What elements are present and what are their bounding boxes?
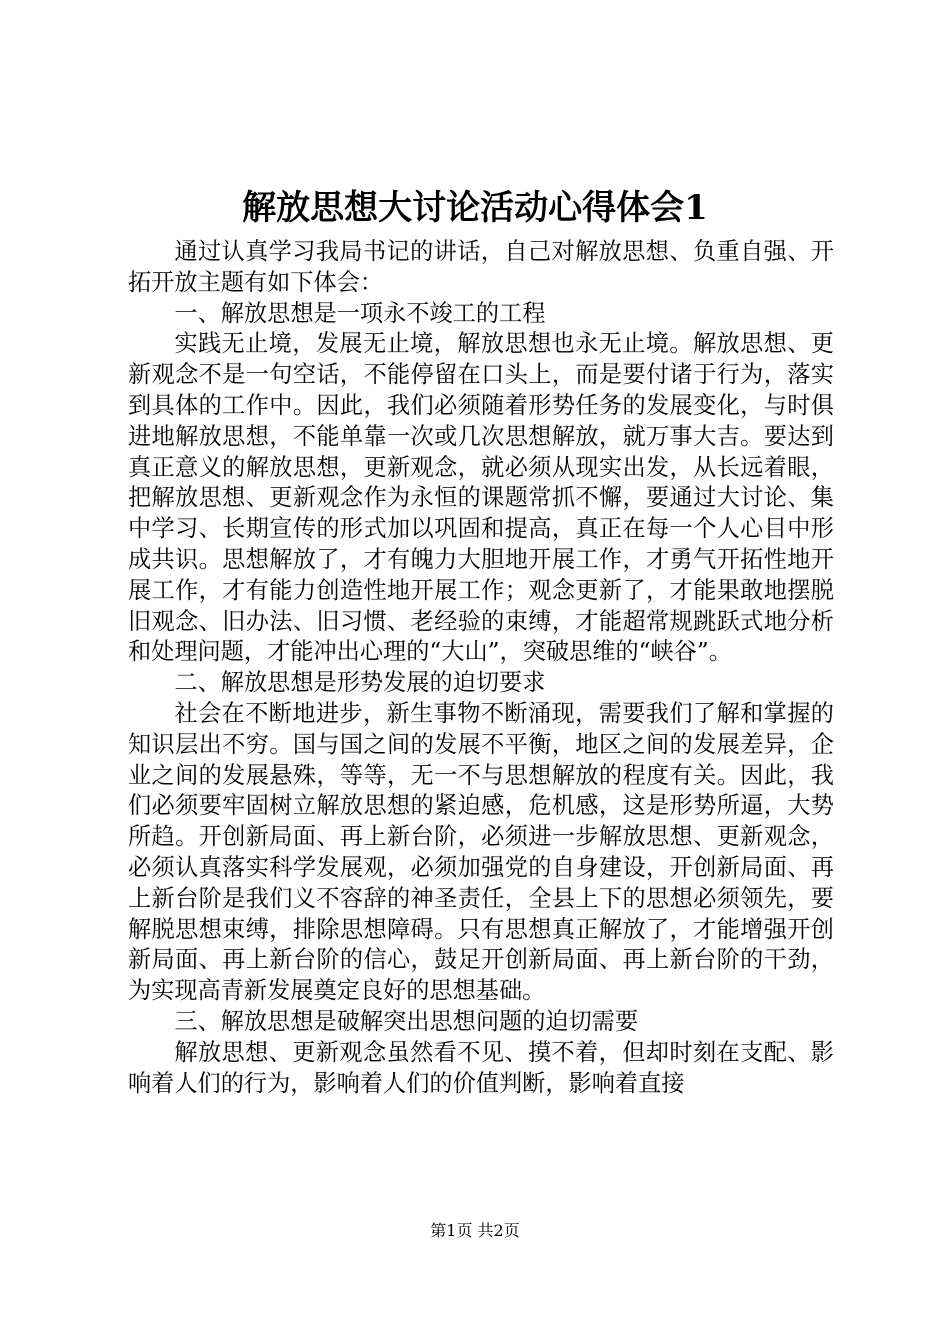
document-title: 解放思想大讨论活动心得体会1 [242,188,708,228]
paragraph-section-3: 解放思想、更新观念虽然看不见、摸不着，但却时刻在支配、影响着人们的行为，影响着人们的价值判断，影响着直接 [128,1038,834,1097]
section-heading-2: 二、解放思想是形势发展的迫切要求 [174,669,546,697]
section-heading-1: 一、解放思想是一项永不竣工的工程 [174,299,546,327]
paragraph-intro: 通过认真学习我局书记的讲话，自己对解放思想、负重自强、开拓开放主题有如下体会： [128,238,834,296]
paragraph-section-1: 实践无止境，发展无止境，解放思想也永无止境。解放思想、更新观念不是一句空话，不能停留在口头上，而是要付诸于行为，落实到具体的工作中。因此，我们必须随着形势任务的发展变化，与时俱进地解放思想，不能单靠一次或几次思想解放，就万事大吉。要达到真正意义的解放思想，更新观念，就必须从现实出发，从长远着眼，把解放思想、更新观念作为永恒的课题常抓不懈，要通过大讨论、集中学习、长期宣传的形式加以巩固和提高，真正在每一个人心目中形成共识。思想解放了，才有魄力大胆地开展工作，才勇气开拓性地开展工作，才有能力创造性地开展工作；观念更新了，才能果敢地摆脱旧观念、旧办法、旧习惯、老经验的束缚，才能超常规跳跃式地分析和处理问题，才能冲出心理的“大山”，突破思维的“峡谷”。 [128,330,834,666]
page-footer: 第1页 共2页 [430,1221,520,1240]
paragraph-section-2: 社会在不断地进步，新生事物不断涌现，需要我们了解和掌握的知识层出不穷。国与国之间的发展不平衡，地区之间的发展差异，企业之间的发展悬殊，等等，无一不与思想解放的程度有关。因此，我们必须要牢固树立解放思想的紧迫感，危机感，这是形势所逼，大势所趋。开创新局面、再上新台阶，必须进一步解放思想、更新观念，必须认真落实科学发展观，必须加强党的自身建设，开创新局面、再上新台阶是我们义不容辞的神圣责任，全县上下的思想必须领先，要解脱思想束缚，排除思想障碍。只有思想真正解放了，才能增强开创新局面、再上新台阶的信心，鼓足开创新局面、再上新台阶的干劲，为实现高青新发展奠定良好的思想基础。 [128,699,834,1005]
document-body [128,237,834,1099]
section-heading-3: 三、解放思想是破解突出思想问题的迫切需要 [174,1007,639,1035]
